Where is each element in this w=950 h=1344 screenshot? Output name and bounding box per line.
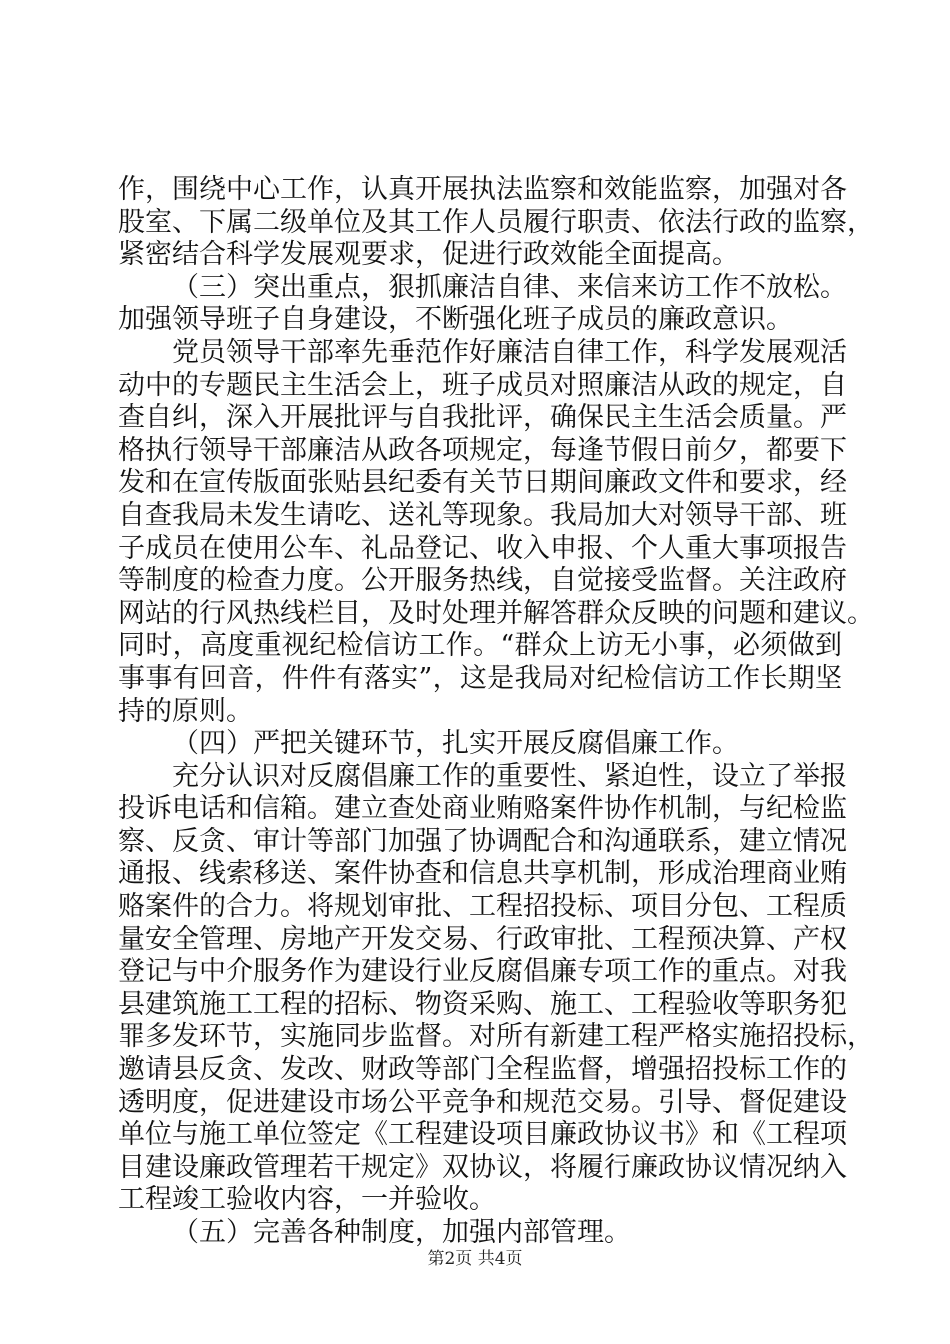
text-line: 动中的专题民主生活会上，班子成员对照廉洁从政的规定，自 — [118, 369, 847, 401]
text-line: 通报、线索移送、案件协查和信息共享机制，形成治理商业贿 — [118, 858, 847, 890]
text-line: 事事有回音，件件有落实”，这是我局对纪检信访工作长期坚 — [118, 662, 842, 694]
text-line: 同时，高度重视纪检信访工作。“群众上访无小事，必须做到 — [118, 630, 842, 662]
text-line: 自查我局未发生请吃、送礼等现象。我局加大对领导干部、班 — [118, 499, 847, 531]
text-line: 网站的行风热线栏目，及时处理并解答群众反映的问题和建议。 — [118, 597, 874, 629]
text-line: 目建设廉政管理若干规定》双协议，将履行廉政协议情况纳入 — [118, 1151, 847, 1183]
text-line: 党员领导干部率先垂范作好廉洁自律工作，科学发展观活 — [172, 336, 847, 368]
document-body — [118, 174, 874, 1250]
text-line: 县建筑施工工程的招标、物资采购、施工、工程验收等职务犯 — [118, 988, 847, 1020]
text-line: 持的原则。 — [118, 695, 253, 727]
text-line: 察、反贪、审计等部门加强了协调配合和沟通联系，建立情况 — [118, 825, 847, 857]
text-line: 投诉电话和信箱。建立查处商业贿赂案件协作机制，与纪检监 — [118, 793, 847, 825]
text-line: 充分认识对反腐倡廉工作的重要性、紧迫性，设立了举报 — [172, 760, 847, 792]
text-line: 查自纠，深入开展批评与自我批评，确保民主生活会质量。严 — [118, 402, 847, 434]
text-line: 加强领导班子自身建设，不断强化班子成员的廉政意识。 — [118, 304, 793, 336]
text-line: 作，围绕中心工作，认真开展执法监察和效能监察，加强对各 — [118, 174, 847, 205]
text-line: 子成员在使用公车、礼品登记、收入申报、个人重大事项报告 — [118, 532, 847, 564]
text-line: 发和在宣传版面张贴县纪委有关节日期间廉政文件和要求，经 — [118, 467, 847, 499]
text-line: 邀请县反贪、发改、财政等部门全程监督，增强招投标工作的 — [118, 1054, 847, 1086]
text-line: 格执行领导干部廉洁从政各项规定，每逢节假日前夕，都要下 — [118, 434, 847, 466]
text-line: （三）突出重点，狠抓廉洁自律、来信来访工作不放松。 — [172, 271, 847, 303]
text-line: 透明度，促进建设市场公平竞争和规范交易。引导、督促建设 — [118, 1086, 847, 1118]
text-line: 登记与中介服务作为建设行业反腐倡廉专项工作的重点。对我 — [118, 956, 847, 988]
text-line: 赂案件的合力。将规划审批、工程招投标、项目分包、工程质 — [118, 891, 847, 923]
text-line: 紧密结合科学发展观要求，促进行政效能全面提高。 — [118, 239, 739, 271]
text-line: 股室、下属二级单位及其工作人员履行职责、依法行政的监察， — [118, 206, 874, 238]
text-line: （五）完善各种制度，加强内部管理。 — [172, 1217, 631, 1248]
text-line: 工程竣工验收内容，一并验收。 — [118, 1184, 496, 1216]
page-footer: 第2页 共4页 — [427, 1249, 523, 1269]
text-line: 量安全管理、房地产开发交易、行政审批、工程预决算、产权 — [118, 923, 847, 955]
text-line: 罪多发环节，实施同步监督。对所有新建工程严格实施招投标， — [118, 1021, 874, 1053]
text-line: 等制度的检查力度。公开服务热线，自觉接受监督。关注政府 — [118, 565, 847, 597]
text-line: （四）严把关键环节，扎实开展反腐倡廉工作。 — [172, 728, 739, 760]
text-line: 单位与施工单位签定《工程建设项目廉政协议书》和《工程项 — [118, 1119, 847, 1151]
